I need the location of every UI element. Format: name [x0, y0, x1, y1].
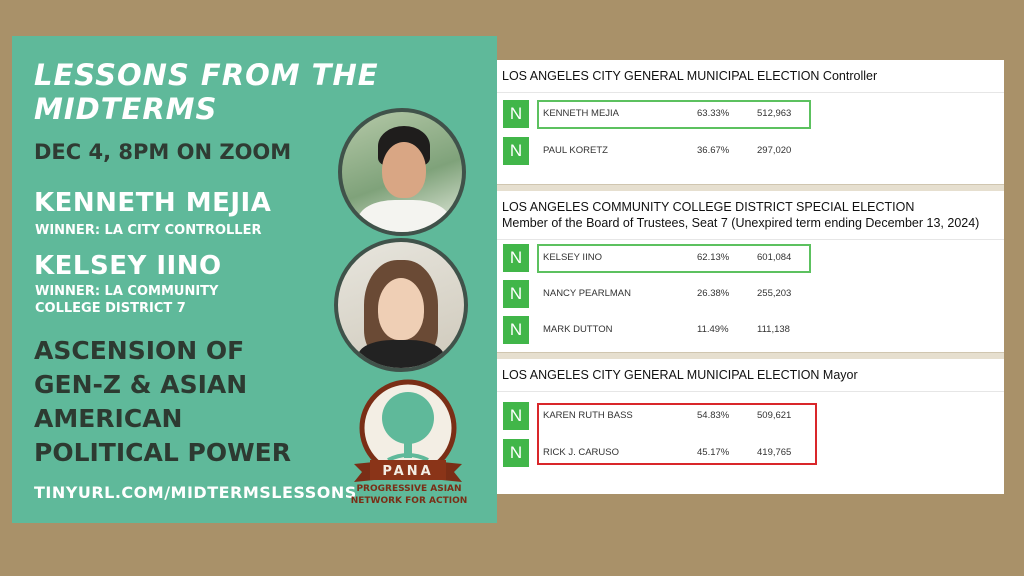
candidate-name: PAUL KORETZ [543, 145, 608, 156]
candidate-name: RICK J. CARUSO [543, 447, 620, 458]
candidate-votes: 255,203 [757, 288, 792, 299]
candidate-votes: 111,138 [757, 324, 790, 335]
divider [497, 92, 1004, 93]
candidate-name: MARK DUTTON [543, 324, 613, 335]
candidate-percent: 26.38% [697, 288, 730, 299]
winner-badge: N [503, 280, 529, 308]
winner-badge: N [503, 316, 529, 344]
speaker1-shoulders [358, 200, 450, 236]
headline-line4: POLITICAL POWER [34, 438, 291, 467]
candidate-row [497, 313, 1004, 347]
headline-line1: ASCENSION OF [34, 336, 245, 365]
speaker1-role: WINNER: LA CITY CONTROLLER [35, 223, 262, 238]
candidate-row [497, 134, 1004, 168]
winner-badge: N [503, 402, 529, 430]
candidate-percent: 45.17% [697, 447, 730, 458]
pana-name-line1: PROGRESSIVE ASIAN [356, 484, 462, 494]
candidate-percent: 62.13% [697, 252, 730, 263]
race-header: LOS ANGELES CITY GENERAL MUNICIPAL ELECTION Controller [502, 69, 878, 83]
race-header [497, 191, 1004, 231]
candidate-percent: 36.67% [697, 145, 730, 156]
candidate-percent: 54.83% [697, 410, 730, 421]
candidate-votes: 419,765 [757, 447, 792, 458]
mayor-highlight-box [537, 403, 817, 465]
pana-name [334, 483, 484, 507]
winner-badge: N [503, 439, 529, 467]
candidate-percent: 63.33% [697, 108, 730, 119]
speaker2-shoulders [358, 340, 444, 372]
speaker1-face [382, 142, 426, 198]
speaker2-face [378, 278, 424, 340]
candidate-name: KELSEY IINO [543, 252, 602, 263]
race-mayor [497, 359, 1004, 484]
winner-highlight-box [537, 244, 811, 273]
section-separator [497, 184, 1004, 191]
race-controller [497, 60, 1004, 184]
race-community-college [497, 191, 1004, 350]
candidate-percent: 11.49% [697, 324, 729, 335]
event-date: DEC 4, 8PM ON ZOOM [34, 140, 292, 164]
winner-badge: N [503, 137, 529, 165]
candidate-name: KENNETH MEJIA [543, 108, 620, 119]
flyer-title [34, 58, 379, 126]
speaker2-role-line1: WINNER: LA COMMUNITY [35, 284, 219, 299]
headline-line2: GEN-Z & ASIAN [34, 370, 248, 399]
divider [497, 239, 1004, 240]
speaker1-photo [338, 108, 466, 236]
candidate-row [497, 277, 1004, 311]
divider [497, 391, 1004, 392]
flyer-title-line1: LESSONS FROM THE [34, 58, 379, 92]
race-header-line2: Member of the Board of Trustees, Seat 7 (Unexpired term ending December 13, 2024) [502, 216, 980, 230]
speaker2-role [35, 283, 255, 317]
event-flyer [12, 36, 497, 523]
headline-line3: AMERICAN [34, 404, 183, 433]
candidate-votes: 509,621 [757, 410, 792, 421]
election-results [497, 60, 1004, 494]
candidate-name: KAREN RUTH BASS [543, 410, 633, 421]
event-url: TINYURL.COM/MIDTERMSLESSONS [34, 483, 357, 502]
flyer-headline [34, 334, 334, 470]
logo-word: PANA [382, 464, 434, 479]
winner-highlight-box [537, 100, 811, 129]
race-header: LOS ANGELES CITY GENERAL MUNICIPAL ELECTION Mayor [502, 368, 858, 382]
speaker2-role-line2: COLLEGE DISTRICT 7 [35, 301, 186, 316]
candidate-name: NANCY PEARLMAN [543, 288, 631, 299]
speaker2-photo [334, 238, 468, 372]
winner-badge: N [503, 100, 529, 128]
pana-name-line2: NETWORK FOR ACTION [350, 496, 468, 506]
section-separator [497, 352, 1004, 359]
speaker2-name: KELSEY IINO [34, 251, 222, 281]
winner-badge: N [503, 244, 529, 272]
candidate-votes: 297,020 [757, 145, 792, 156]
race-header-line1: LOS ANGELES COMMUNITY COLLEGE DISTRICT SPECIAL ELECTION [502, 200, 915, 214]
candidate-votes: 601,084 [757, 252, 792, 263]
speaker1-name: KENNETH MEJIA [34, 188, 272, 218]
flyer-title-line2: MIDTERMS [34, 92, 218, 126]
candidate-votes: 512,963 [757, 108, 792, 119]
